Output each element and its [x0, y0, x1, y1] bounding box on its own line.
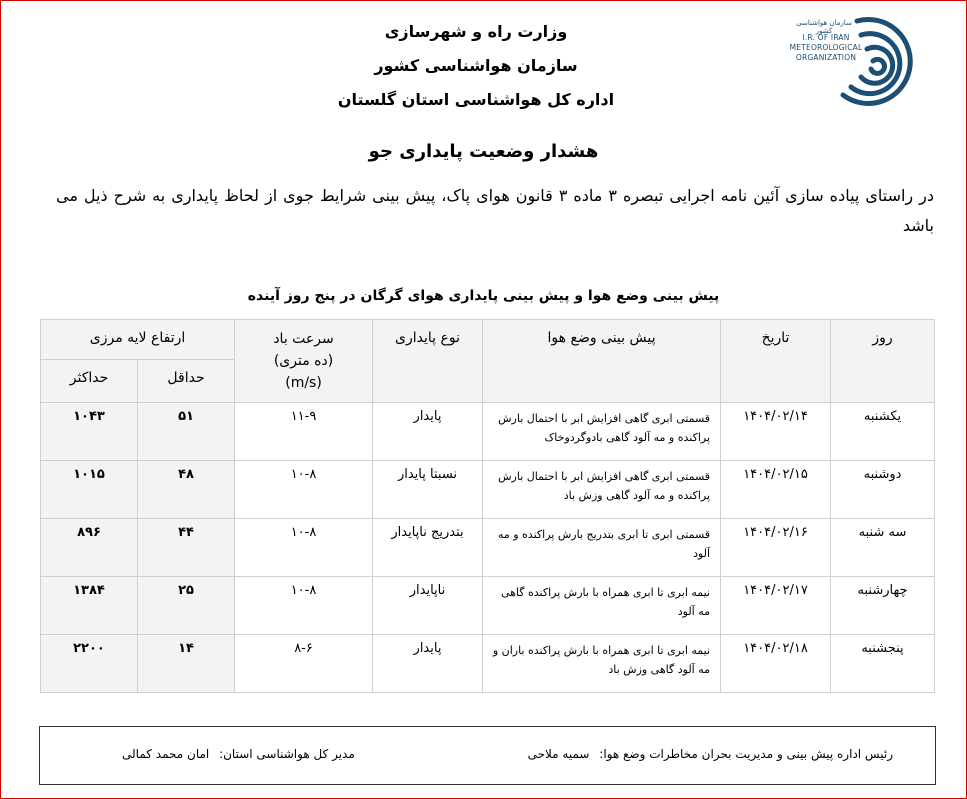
forecast-table — [40, 319, 935, 693]
cell-stability: ناپایدار — [373, 577, 483, 635]
cell-date: ۱۴۰۴/۰۲/۱۶ — [721, 519, 831, 577]
header-stability: نوع پایداری — [373, 320, 483, 403]
director-name: امان محمد کمالی — [122, 747, 210, 761]
cell-forecast: قسمتی ابری گاهی افزایش ابر با احتمال بارش پراکنده و مه آلود گاهی وزش باد — [483, 461, 721, 519]
cell-stability: نسبتا پایدار — [373, 461, 483, 519]
cell-day: پنجشنبه — [831, 635, 935, 693]
cell-day: سه شنبه — [831, 519, 935, 577]
organization-name: سازمان هواشناسی کشور — [374, 56, 578, 75]
cell-day: دوشنبه — [831, 461, 935, 519]
cell-max: ۱۰۱۵ — [41, 461, 138, 519]
document-title: هشدار وضعیت پایداری جو — [368, 141, 599, 162]
cell-stability: پایدار — [373, 635, 483, 693]
cell-min: ۴۸ — [138, 461, 235, 519]
cell-day: یکشنبه — [831, 403, 935, 461]
cell-forecast: نیمه ابری تا ابری همراه با بارش پراکنده باران و مه آلود گاهی وزش باد — [483, 635, 721, 693]
organization-header — [321, 15, 631, 117]
cell-forecast: قسمتی ابری تا ابری بتدریج بارش پراکنده و مه آلود — [483, 519, 721, 577]
table-title: پیش بینی وضع هوا و پیش بینی پایداری هوای گرگان در پنج روز آینده — [247, 288, 720, 304]
header-wind-speed — [235, 320, 373, 403]
logo-persian-text: سازمان هواشناسی کشور — [796, 19, 852, 35]
cell-min: ۱۴ — [138, 635, 235, 693]
forecast-head-role: رئیس اداره پیش بینی و مدیریت بحران مخاطرات وضع هوا: — [599, 747, 893, 761]
header-max: حداکثر — [41, 360, 138, 403]
cell-wind: ۱۰-۸ — [235, 461, 373, 519]
table-row — [41, 635, 935, 693]
table-row — [41, 403, 935, 461]
forecast-head-name: سمیه ملاحی — [527, 747, 590, 761]
header-date: تاریخ — [721, 320, 831, 403]
meteorological-organization-logo — [775, 13, 925, 113]
header-min: حداقل — [138, 360, 235, 403]
header-day: روز — [831, 320, 935, 403]
cell-wind: ۱۱-۹ — [235, 403, 373, 461]
header-wind-line-2: (ده متری) — [273, 353, 334, 369]
director-role: مدیر کل هواشناسی استان: — [219, 747, 355, 761]
logo-english-line-3: ORGANIZATION — [795, 53, 857, 62]
cell-max: ۸۹۶ — [41, 519, 138, 577]
table-row — [41, 461, 935, 519]
cell-max: ۲۲۰۰ — [41, 635, 138, 693]
cell-wind: ۸-۶ — [235, 635, 373, 693]
cell-min: ۲۵ — [138, 577, 235, 635]
cell-day: چهارشنبه — [831, 577, 935, 635]
cell-min: ۵۱ — [138, 403, 235, 461]
cell-max: ۱۳۸۴ — [41, 577, 138, 635]
cell-forecast: قسمتی ابری گاهی افزایش ابر با احتمال بارش پراکنده و مه آلود گاهی بادوگردوخاک — [483, 403, 721, 461]
logo-english-line-1: I.R. OF IRAN — [802, 33, 850, 42]
table-row — [41, 577, 935, 635]
cell-date: ۱۴۰۴/۰۲/۱۷ — [721, 577, 831, 635]
director-signature — [122, 747, 355, 761]
cell-date: ۱۴۰۴/۰۲/۱۵ — [721, 461, 831, 519]
cell-wind: ۱۰-۸ — [235, 519, 373, 577]
table-row — [41, 519, 935, 577]
header-wind-line-3: (m/s) — [285, 375, 322, 391]
signature-footer — [39, 726, 936, 785]
forecast-head-signature — [528, 747, 893, 761]
department-name: اداره کل هواشناسی استان گلستان — [337, 90, 615, 109]
cell-forecast: نیمه ابری تا ابری همراه با بارش پراکنده گاهی مه آلود — [483, 577, 721, 635]
header-wind-line-1: سرعت باد — [273, 331, 334, 347]
cell-stability: پایدار — [373, 403, 483, 461]
cell-min: ۴۴ — [138, 519, 235, 577]
cell-date: ۱۴۰۴/۰۲/۱۸ — [721, 635, 831, 693]
cell-wind: ۱۰-۸ — [235, 577, 373, 635]
cell-date: ۱۴۰۴/۰۲/۱۴ — [721, 403, 831, 461]
cell-stability: بتدریج ناپایدار — [373, 519, 483, 577]
intro-paragraph: در راستای پیاده سازی آئین نامه اجرایی تبصره ۳ ماده ۳ قانون هوای پاک، پیش بینی شرایط جوی از لحاظ پایداری به شرح ذیل می باشد — [56, 186, 935, 235]
spiral-logo-icon — [837, 13, 917, 108]
header-forecast: پیش بینی وضع هوا — [483, 320, 721, 403]
header-boundary-layer: ارتفاع لایه مرزی — [41, 320, 235, 360]
ministry-name: وزارت راه و شهرسازی — [384, 22, 568, 41]
logo-english-line-2: METEOROLOGICAL — [789, 43, 863, 52]
cell-max: ۱۰۴۳ — [41, 403, 138, 461]
